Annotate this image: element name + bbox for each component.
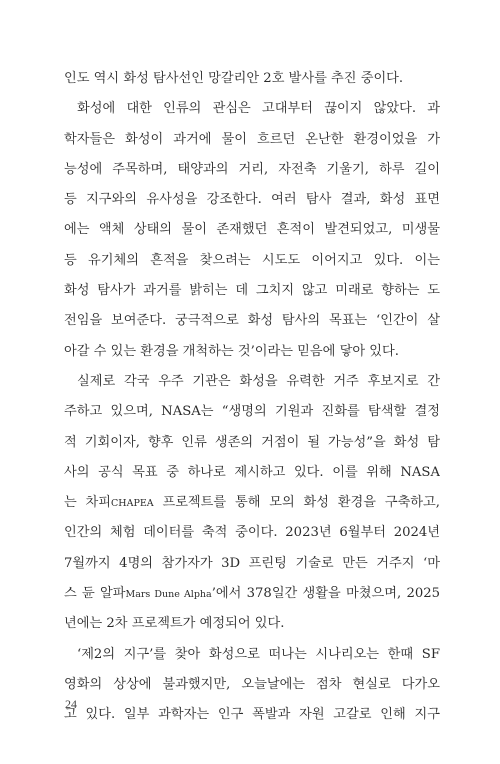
text-line: 화성 탐사가 과거를 밝히는 데 그치지 않고 미래로 향하는 도 (64, 283, 440, 299)
body-text (64, 64, 440, 731)
text-line: 년에는 2차 프로젝트가 예정되어 있다. (64, 616, 285, 632)
page-number: 24 (65, 697, 77, 711)
text-fragment: 스 듄 알파 (64, 586, 126, 602)
text-line: 인간의 체험 데이터를 축적 중이다. 2023년 6월부터 2024년 (64, 525, 440, 541)
text-line: 인도 역시 화성 탐사선인 망갈리안 2호 발사를 추진 중이다. (64, 71, 404, 86)
text-line: 주하고 있으며, NASA는 “생명의 기원과 진화를 탐색할 결정 (64, 404, 440, 420)
text-line: 능성에 주목하며, 태양과의 거리, 자전축 기울기, 하루 길이 (64, 161, 440, 177)
text-line: 고 있다. 일부 과학자는 인구 폭발과 자원 고갈로 인해 지구 (64, 707, 440, 723)
text-line: 등 유기체의 흔적을 찾으려는 시도도 이어지고 있다. 이는 (64, 252, 440, 268)
mars-dune-alpha-gloss: Mars Dune Alpha (125, 589, 212, 601)
text-line: 학자들은 화성이 과거에 물이 흐르던 온난한 환경이었을 가 (64, 131, 440, 147)
text-line: 에는 액체 상태의 물이 존재했던 흔적이 발견되었고, 미생물 (64, 222, 440, 238)
text-line: 영화의 상상에 불과했지만, 오늘날에는 점차 현실로 다가오 (64, 676, 440, 692)
text-line (64, 488, 440, 518)
text-line (64, 579, 440, 609)
text-line: 화성에 대한 인류의 관심은 고대부터 끊이지 않았다. 과 (77, 101, 440, 117)
text-fragment: ’에서 378일간 생활을 마쳤으며, 2025 (211, 586, 440, 602)
text-line: 전임을 보여준다. 궁극적으로 화성 탐사의 목표는 ‘인간이 살 (64, 313, 440, 329)
text-line: 아갈 수 있는 환경을 개척하는 것’이라는 믿음에 닿아 있다. (64, 343, 399, 359)
text-line: 적 기회이자, 향후 인류 생존의 거점이 될 가능성”을 화성 탐 (64, 434, 440, 450)
chapea-gloss: CHAPEA (111, 498, 154, 510)
text-line: 사의 공식 목표 중 하나로 제시하고 있다. 이를 위해 NASA (64, 464, 440, 480)
text-fragment: 프로젝트를 통해 모의 화성 환경을 구축하고, (162, 495, 440, 511)
text-fragment: 는 차피 (64, 495, 112, 511)
text-line: 실제로 각국 우주 기관은 화성을 유력한 거주 후보지로 간 (77, 373, 440, 389)
text-line: 등 지구와의 유사성을 강조한다. 여러 탐사 결과, 화성 표면 (64, 192, 440, 208)
text-line: ‘제2의 지구’를 찾아 화성으로 떠나는 시나리오는 한때 SF (77, 646, 440, 662)
text-line: 7월까지 4명의 참가자가 3D 프린팅 기술로 만든 거주지 ‘마 (64, 555, 440, 571)
